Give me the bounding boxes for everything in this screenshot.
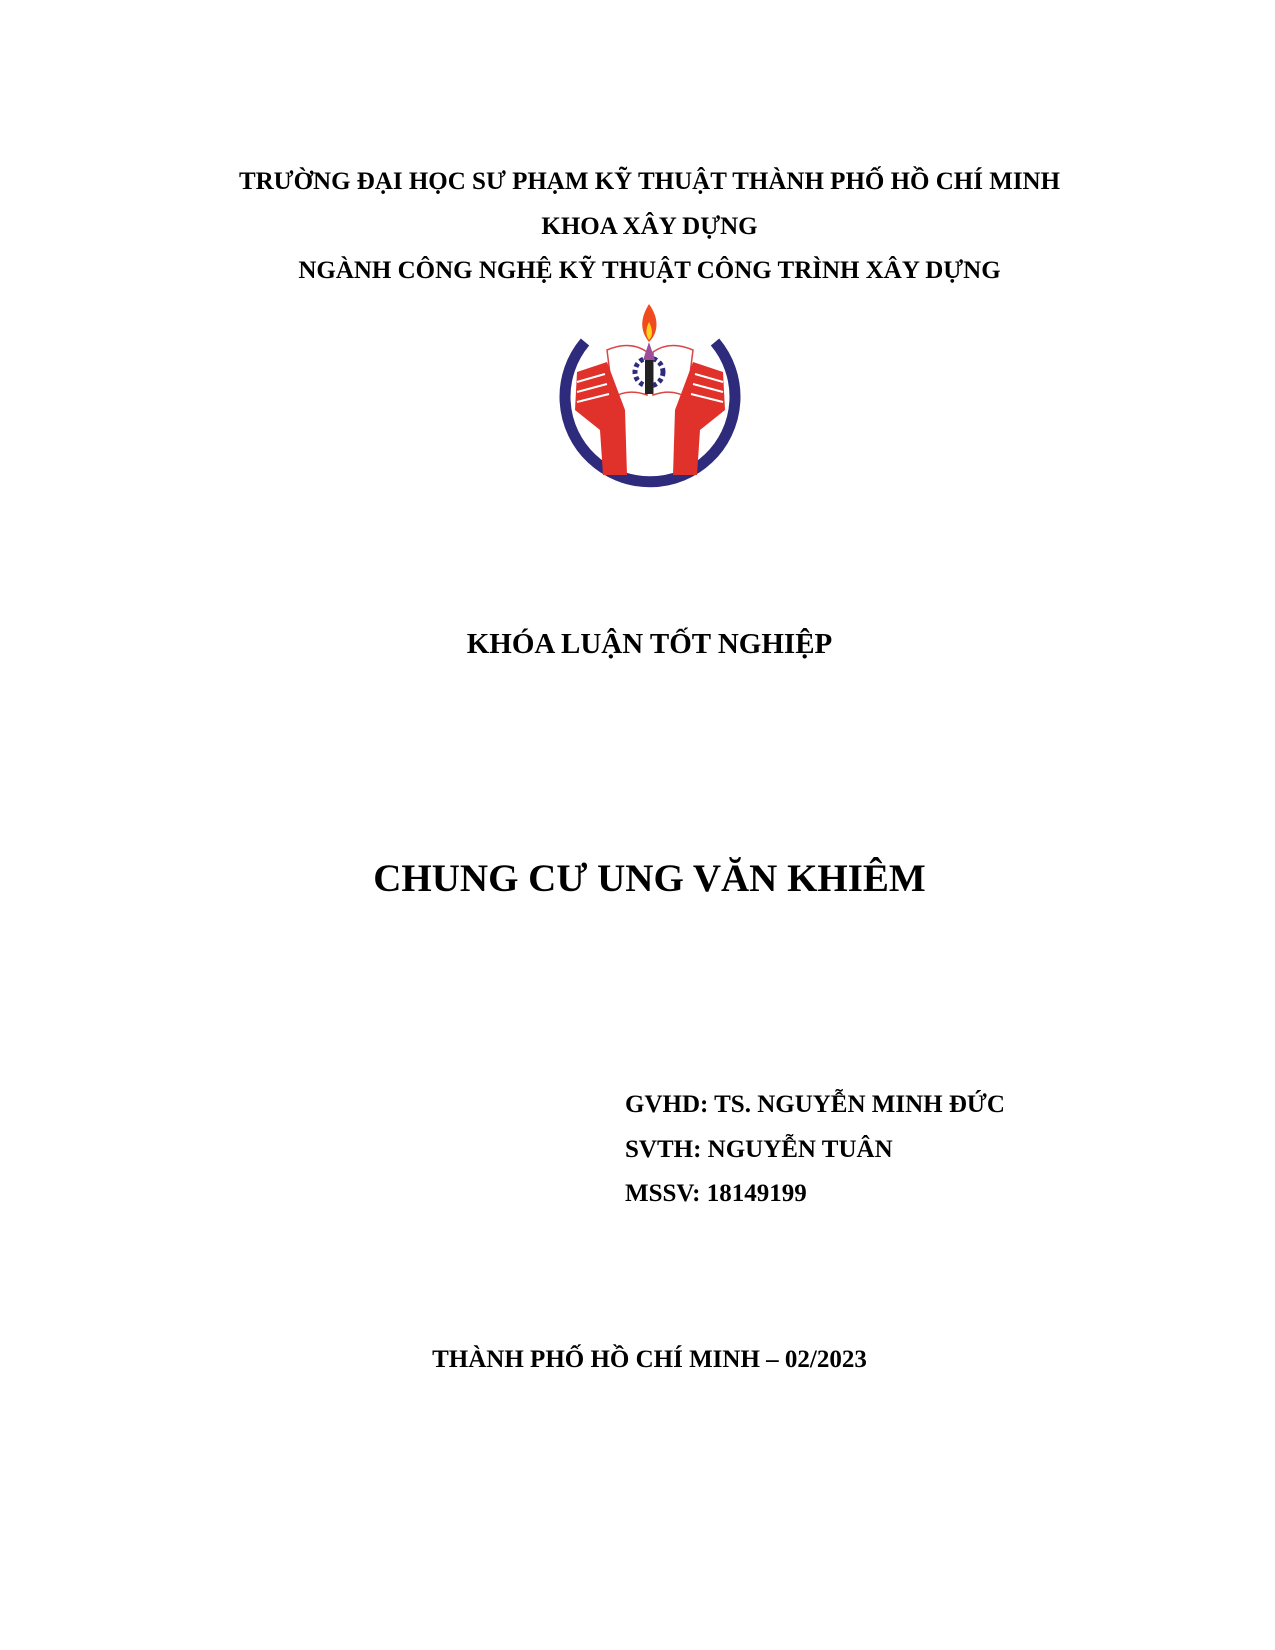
document-type: KHÓA LUẬN TỐT NGHIỆP <box>466 628 833 660</box>
student-id: MSSV: 18149199 <box>625 1180 807 1207</box>
student-name: SVTH: NGUYỄN TUÂN <box>625 1136 893 1163</box>
advisor: GVHD: TS. NGUYỄN MINH ĐỨC <box>625 1091 1005 1118</box>
place-date: THÀNH PHỐ HỒ CHÍ MINH – 02/2023 <box>432 1346 867 1373</box>
university-logo-icon <box>555 300 745 495</box>
university-name: TRƯỜNG ĐẠI HỌC SƯ PHẠM KỸ THUẬT THÀNH PHỐ HỒ CHÍ MINH <box>238 168 1061 195</box>
major-name: NGÀNH CÔNG NGHỆ KỸ THUẬT CÔNG TRÌNH XÂY DỰNG <box>298 257 1001 284</box>
faculty-name: KHOA XÂY DỰNG <box>541 213 758 240</box>
thesis-title: CHUNG CƯ UNG VĂN KHIÊM <box>373 857 926 900</box>
